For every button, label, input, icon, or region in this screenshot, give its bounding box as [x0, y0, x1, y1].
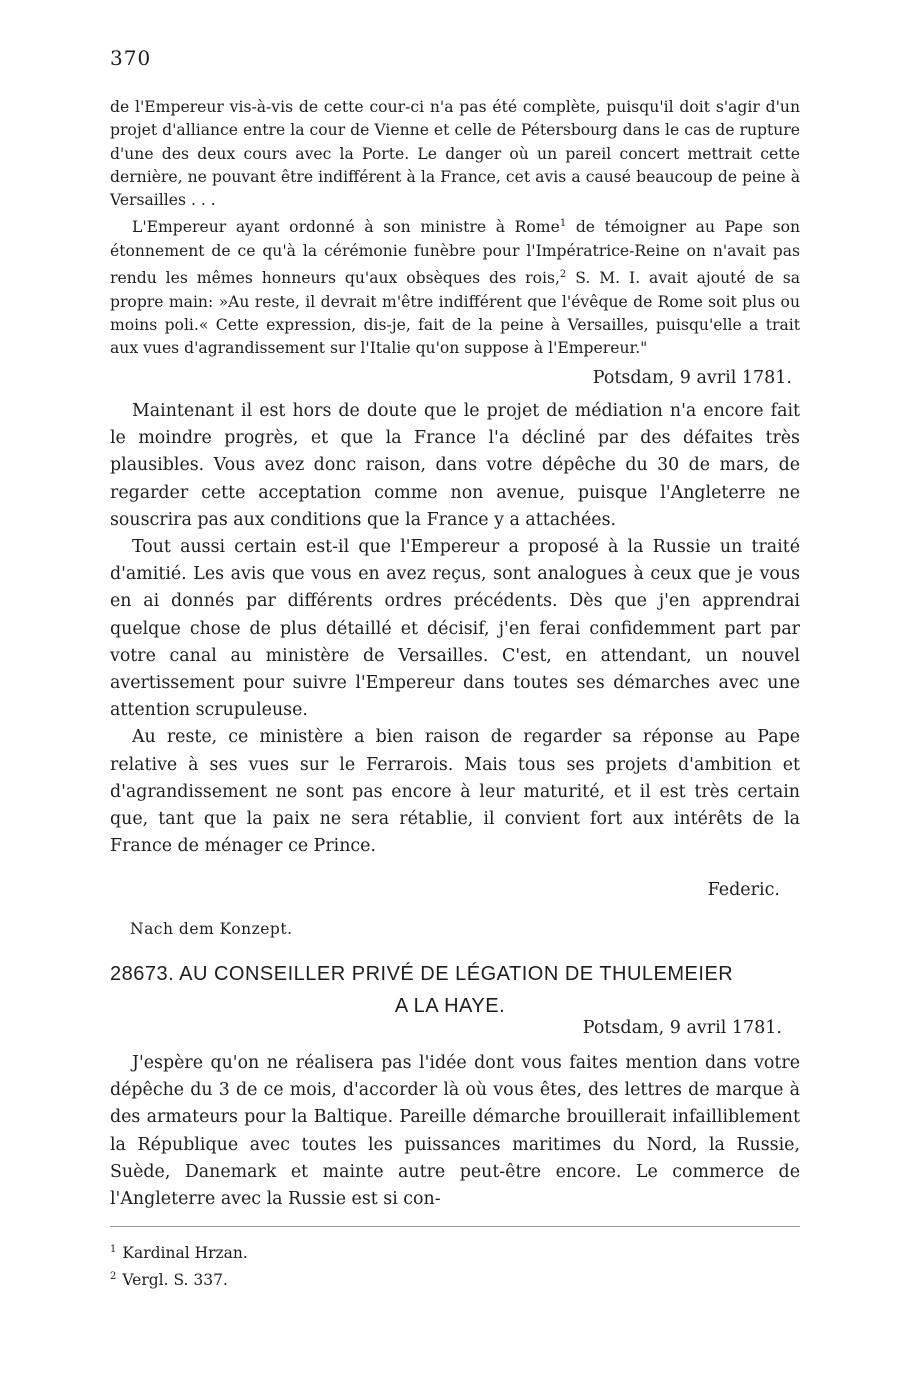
page-number: 370 — [110, 46, 152, 70]
letter-body — [110, 398, 800, 860]
dateline: Potsdam, 9 avril 1781. — [592, 368, 792, 388]
quote-paragraph-2 — [110, 212, 800, 360]
footnote-text: Kardinal Hrzan. — [122, 1244, 248, 1263]
letter-paragraph: Au reste, ce ministère a bien raison de regarder sa réponse au Pape relative à ses vues sur le Ferrarois. Mais tous ses projets d'ambition et d'agrandissement ne sont pas encore à leur maturité, et il est très certain que, tant que la paix ne sera rétablie, il convient fort aux intérêts de la France de ménager ce Prince. — [110, 727, 800, 857]
quote-text-a: L'Empereur ayant ordonné à son ministre à Rome — [132, 218, 560, 237]
footnote — [110, 1238, 248, 1265]
footnote-ref-2: 2 — [559, 269, 567, 281]
letter-paragraph: Tout aussi certain est-il que l'Empereur a proposé à la Russie un traité d'amitié. Les avis que vous en avez reçus, sont analogues à ceux que je vous en ai donnés par différents ordres précédents. Dès que j'en apprendrai quelque chose de plus détaillé et décisif, j'en ferai confidemment part par votre canal au ministère de Versailles. C'est, en attendant, un nouvel avertissement pour suivre l'Empereur dans toutes ses démarches avec une attention scrupuleuse. — [110, 537, 800, 721]
letter-paragraph: J'espère qu'on ne réalisera pas l'idée dont vous faites mention dans votre dépêche du 3 de ce mois, d'accorder là où vous êtes, des lettres de marque à des armateurs pour la Baltique. Pareille démarche brouillerait infailliblement la République avec toutes les puissances maritimes du Nord, la Russie, Suède, Danemark et mainte autre peut-être encore. Le commerce de l'Angleterre avec la Russie est si con- — [110, 1053, 800, 1210]
quoted-report — [110, 96, 800, 361]
dateline: Potsdam, 9 avril 1781. — [582, 1018, 782, 1038]
quote-text-b: de témoigner au Pape son étonnement de ce qu'à la cérémonie funèbre pour l'Impératrice-Reine on n'avait pas rendu les mêmes honneurs qu'aux obsèques des rois, — [110, 218, 800, 288]
source-note: Nach dem Konzept. — [130, 920, 293, 938]
quote-paragraph-1: de l'Empereur vis-à-vis de cette cour-ci n'a pas été complète, puisqu'il doit s'agir d'un projet d'alliance entre la cour de Vienne et celle de Pétersbourg dans le cas de rupture d'une des deux cours avec la Porte. Le danger où un pareil concert mettrait cette dernière, ne pouvant être indifférent à la France, cet avis a causé beaucoup de peine à Versailles . . . — [110, 98, 800, 210]
footnote-text: Vergl. S. 337. — [122, 1271, 228, 1290]
signature: Federic. — [707, 880, 780, 900]
footnote-mark: 2 — [110, 1271, 117, 1283]
quote-text-c: S. M. I. avait ajouté de sa propre main: »Au reste, il devrait m'être indifférent que l'évêque de Rome soit plus ou moins poli.« Cette expression, dis-je, fait de la peine à Versailles, puisqu'elle a trait aux vues d'agrandissement sur l'Italie qu'on suppose à l'Empereur." — [110, 269, 801, 358]
letter-paragraph: Maintenant il est hors de doute que le projet de médiation n'a encore fait le moindre progrès, et que la France l'a décliné par des défaites très plausibles. Vous avez donc raison, dans votre dépêche du 30 de mars, de regarder cette acceptation comme non avenue, puisque l'Angleterre ne souscrira pas aux conditions que la France y a attachées. — [110, 401, 800, 530]
letter-heading-destination: A LA HAYE. — [394, 995, 506, 1017]
footnote-ref-1: 1 — [559, 218, 567, 230]
footnote — [110, 1265, 248, 1292]
footnotes — [110, 1238, 248, 1292]
footnote-mark: 1 — [110, 1244, 117, 1255]
letter-body — [110, 1050, 800, 1213]
footnote-rule — [110, 1226, 800, 1227]
letter-heading: 28673. AU CONSEILLER PRIVÉ DE LÉGATION DE THULEMEIER — [110, 963, 734, 985]
